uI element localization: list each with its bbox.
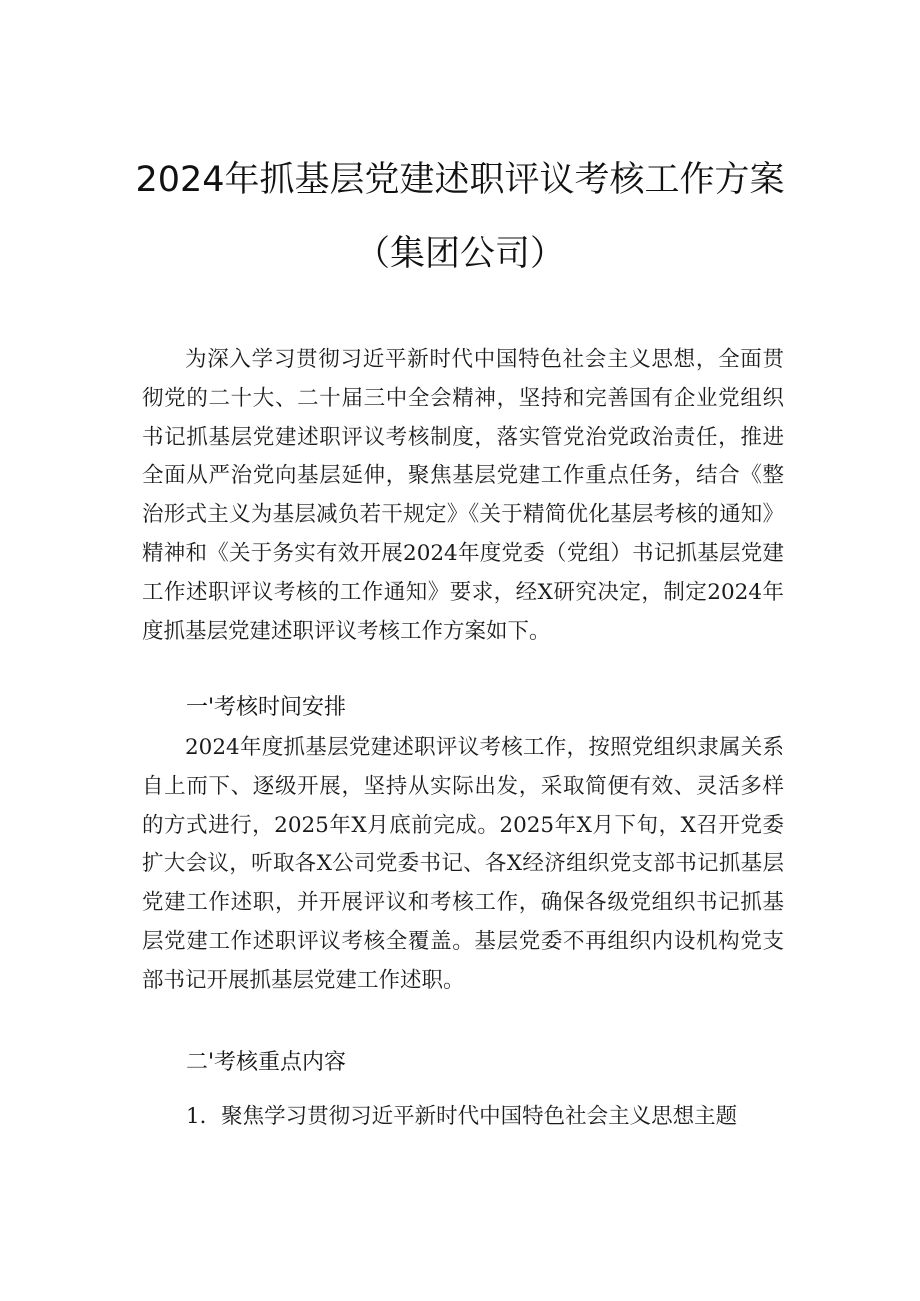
intro-paragraph: 为深入学习贯彻习近平新时代中国特色社会主义思想，全面贯彻党的二十大、二十届三中全会精神，坚持和完善国有企业党组织书记抓基层党建述职评议考核制度，落实管党治党政治责任，推进全面从严治党向基层延伸，聚焦基层党建工作重点任务，结合《整治形式主义为基层减负若干规定》《关于精简优化基层考核的通知》精神和《关于务实有效开展2024年度党委（党组）书记抓基层党建工作述职评议考核的工作通知》要求，经X研究决定，制定2024年度抓基层党建述职评议考核工作方案如下。 (142, 347, 784, 644)
document-subtitle: （集团公司） (354, 234, 565, 274)
section1-paragraph-block (142, 729, 784, 1001)
intro-paragraph-block (142, 341, 784, 651)
document-title: 2024年抓基层党建述职评议考核工作方案 (135, 160, 785, 200)
section-heading-1: 一'考核时间安排 (186, 695, 347, 720)
section2-list-item-1: 1．聚焦学习贯彻习近平新时代中国特色社会主义思想主题 (186, 1104, 738, 1129)
section1-paragraph: 2024年度抓基层党建述职评议考核工作，按照党组织隶属关系自上而下、逐级开展，坚持从实际出发，采取简便有效、灵活多样的方式进行，2025年X月底前完成。2025年X月下旬，X召开党委扩大会议，听取各X公司党委书记、各X经济组织党支部书记抓基层党建工作述职，并开展评议和考核工作，确保各级党组织书记抓基层党建工作述职评议考核全覆盖。基层党委不再组织内设机构党支部书记开展抓基层党建工作述职。 (142, 735, 784, 993)
section-heading-2: 二'考核重点内容 (186, 1050, 347, 1075)
